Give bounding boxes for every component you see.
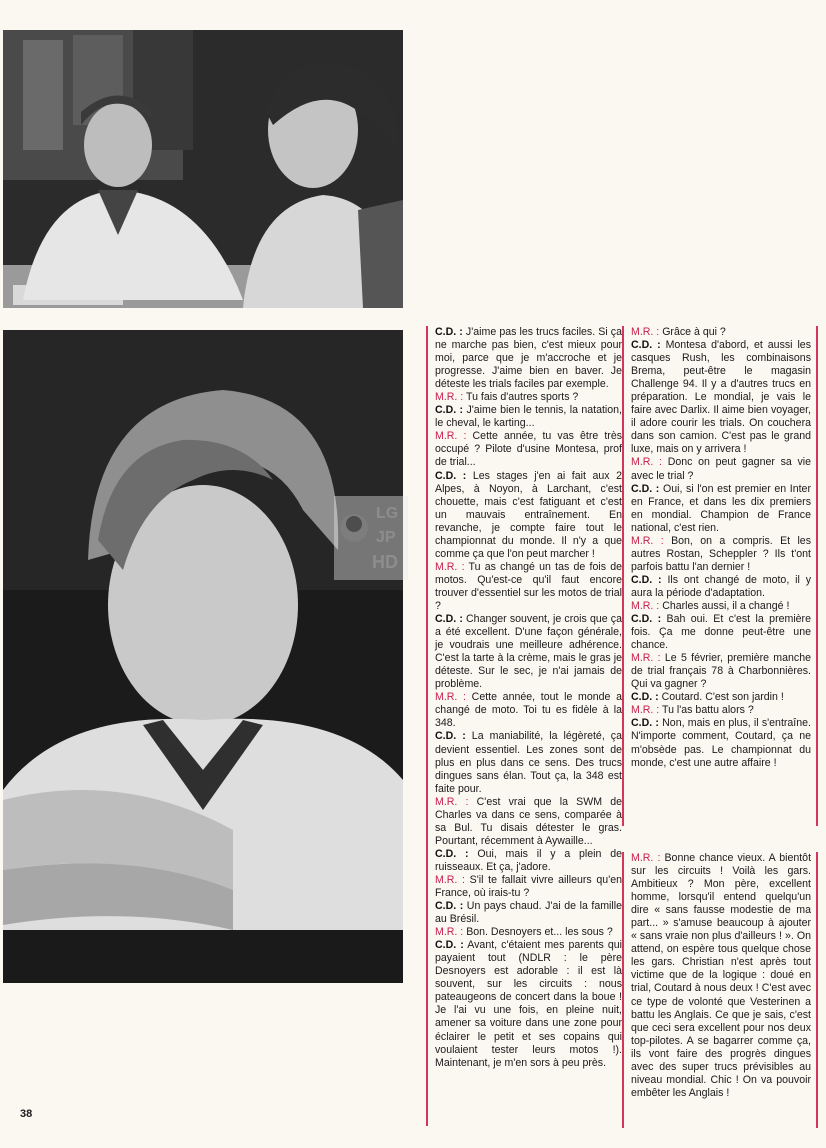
speaker-label: C.D. : <box>435 900 464 913</box>
interview-text: Grâce à qui ? <box>659 326 726 338</box>
photo-portrait-main-image <box>3 330 403 983</box>
interview-text: Bon. Desnoyers et... les sous ? <box>463 926 613 939</box>
speaker-label: C.D. : <box>435 847 469 860</box>
interview-text: Cette année, tu vas être très occupé ? Pilote d'usine Montesa, prof de trial... <box>435 430 623 469</box>
speaker-label: C.D. : <box>631 613 662 626</box>
interview-paragraph <box>435 561 622 613</box>
photo-interview-top <box>3 30 403 308</box>
interview-text: J'aime bien le tennis, la natation, le cheval, le karting... <box>435 404 622 430</box>
interview-paragraph <box>631 339 811 456</box>
watermark-text-2: JP <box>376 529 396 546</box>
watermark-text-3: HD <box>372 552 398 572</box>
speaker-label: C.D. : <box>435 730 466 743</box>
interview-text: C'est vrai que la SWM de Charles va dans ce sens, comparée à sa Bul. Tu disais détester le gras. Pourtant, récemment à Aywaille... <box>435 795 622 847</box>
article-column-right <box>622 326 818 826</box>
speaker-label: C.D. : <box>631 482 660 495</box>
interview-paragraph <box>435 391 622 404</box>
interview-paragraph <box>631 456 811 482</box>
interview-paragraph <box>631 600 811 613</box>
interview-paragraph <box>435 404 622 430</box>
interview-paragraph <box>631 691 811 704</box>
speaker-label: C.D. : <box>435 613 463 626</box>
interview-text: Cette année, tout le monde a changé de moto. Toi tu es fidèle à la 348. <box>435 691 623 730</box>
interview-paragraph <box>631 717 811 769</box>
interview-paragraph <box>631 652 811 691</box>
speaker-label: C.D. : <box>631 717 659 730</box>
interview-paragraph <box>631 613 811 652</box>
interview-text: Bonne chance vieux. A bientôt sur les circuits ! Voilà les gars. Ambitieux ? Mon père, excellent homme, lorsqu'il entend quelqu'un dire « sans fausse modestie de ma part... » s'amuse beaucoup à ajouter « sans vraie non plus d'ailleurs ! ». On attend, on espère tous quelque chose les gars. Christian n'est après tout victime que de la logique : doué en trial, Coutard à nous deux ! C'est avec ce type de volonté que Vesterinen a battu les Anglais. Ce que je sais, c'est que ceci sera excellent pour nos deux top-pilotes. A se bagarrer comme ça, ils vont faire des progrès dingues avec des super trucs prévisibles au niveau mondial. Chic ! On va pouvoir embêter les Anglais ! <box>631 852 812 1099</box>
interview-paragraph <box>435 796 622 848</box>
photo-portrait-main <box>3 330 403 983</box>
interview-text: Non, mais en plus, il s'entraîne. N'importe comment, Coutard, ça ne m'obsède pas. Le championnat du monde, c'est une autre affaire ! <box>631 717 811 769</box>
interview-text: S'il te fallait vivre ailleurs qu'en France, où irais-tu ? <box>435 873 622 900</box>
interview-paragraph <box>435 900 622 926</box>
speaker-label: M.R. : <box>631 599 660 612</box>
interview-text: Tu as changé un tas de fois de motos. Qu'est-ce qu'il faut encore trouver d'essentiel sur les motos de trial ? <box>435 560 622 612</box>
speaker-label: C.D. : <box>435 939 464 952</box>
speaker-label: M.R. : <box>631 704 660 717</box>
interview-paragraph <box>435 430 622 469</box>
interview-text: Donc on peut gagner sa vie avec le trial ? <box>631 456 811 482</box>
interview-text: La maniabilité, la légèreté, ça devient essentiel. Les zones sont de plus en plus dans ce sens. Des trucs dingues sans élan. Tout ça, la 348 est faite pour. <box>435 730 622 795</box>
interview-paragraph <box>435 470 622 561</box>
interview-paragraph <box>631 535 811 574</box>
interview-text: Oui, mais il y a plein de ruisseaux. Et ça, j'adore. <box>435 847 622 873</box>
interview-text: Tu fais d'autres sports ? <box>463 391 579 404</box>
interview-paragraph <box>631 852 811 1100</box>
speaker-label: M.R. : <box>435 391 464 404</box>
watermark-logo <box>334 496 408 580</box>
photo-interview-top-image <box>3 30 403 308</box>
watermark-text-1: LG <box>376 505 399 522</box>
interview-paragraph <box>435 326 622 391</box>
interview-paragraph <box>435 691 622 730</box>
speaker-label: C.D. : <box>631 691 659 704</box>
interview-paragraph <box>631 326 811 339</box>
interview-text: Bah oui. Et c'est la première fois. Ça me donne peut-être une chance. <box>631 613 811 652</box>
speaker-label: C.D. : <box>435 469 467 482</box>
speaker-label: M.R. : <box>631 456 662 469</box>
interview-text: Tu l'as battu alors ? <box>659 704 754 717</box>
interview-paragraph <box>435 613 622 691</box>
interview-paragraph <box>435 874 622 900</box>
interview-paragraph <box>631 574 811 600</box>
speaker-label: M.R. : <box>631 326 660 338</box>
article-column-right-bottom <box>622 852 818 1128</box>
speaker-label: M.R. : <box>435 926 464 939</box>
interview-text: Charles aussi, il a changé ! <box>659 599 790 612</box>
interview-text: Avant, c'étaient mes parents qui payaient tout (NDLR : le père Desnoyers est adorable : il est là souvent, sur les circuits : nous pateaugeons de concert dans la boue ! Je l'ai vu une fois, en pleine nuit, amener sa voiture dans une zone pour éclairer le petit et ses copains qui voulaient tester leurs motos !). Maintenant, je m'en sors à peu près. <box>435 939 622 1069</box>
speaker-label: M.R. : <box>631 652 661 665</box>
speaker-label: M.R. : <box>631 534 664 547</box>
interview-text: Le 5 février, première manche de trial français 78 à Charbonnières. Qui va gagner ? <box>631 652 811 691</box>
speaker-label: M.R. : <box>435 795 469 808</box>
interview-text: Changer souvent, je crois que ça a été excellent. D'une façon générale, je voudrais une meilleure adhérence. C'est la tarte à la crème, mais le gras je déteste. Sur le sec, je n'ai jamais de problème. <box>435 613 622 691</box>
speaker-label: M.R. : <box>435 691 466 704</box>
speaker-label: C.D. : <box>435 326 463 338</box>
interview-text: Oui, si l'on est premier en Inter en France, et dans les dix premiers en mondial. Champion de France national, c'est rien. <box>631 482 811 534</box>
interview-paragraph <box>631 704 811 717</box>
speaker-label: M.R. : <box>435 430 467 443</box>
interview-paragraph <box>435 848 622 874</box>
article-column-left <box>426 326 622 1126</box>
interview-paragraph <box>631 483 811 535</box>
interview-text: Bon, on a compris. Et les autres Rostan, Scheppler ? Ils t'ont parfois battu l'an dernier ! <box>631 534 811 573</box>
interview-paragraph <box>435 730 622 795</box>
speaker-label: M.R. : <box>435 873 465 886</box>
interview-paragraph <box>435 926 622 939</box>
interview-text: Montesa d'abord, et aussi les casques Rush, les combinaisons Brema, peut-être le magasin Challenge 94. Il y a d'autres trucs en préparation. Le mondial, je vais le faire avec Darlix. Il aime bien voyager, il adore courir les trials. On couchera dans son camion. C'est pas le grand luxe, mais on y arrivera ! <box>631 339 811 456</box>
speaker-label: C.D. : <box>435 404 464 417</box>
speaker-label: M.R. : <box>435 560 465 573</box>
interview-text: J'aime pas les trucs faciles. Si ça ne marche pas bien, c'est mieux pour moi, parce que je m'accroche et je progresse. J'aime bien en baver. Je déteste les trials faciles par exemple. <box>435 326 622 391</box>
speaker-label: C.D. : <box>631 339 661 352</box>
interview-text: Coutard. C'est son jardin ! <box>658 691 784 704</box>
interview-text: Les stages j'en ai fait aux 2 Alpes, à Noyon, à Larchant, c'est chouette, mais c'est fatiguant et c'est un mauvais entraînement. En revanche, je compte faire tout le championnat du monde. Il n'y a que comme ça que l'on peut marcher ! <box>435 469 622 560</box>
interview-text: Ils ont changé de moto, il y aura la période d'adaptation. <box>631 573 811 599</box>
page-number: 38 <box>20 1108 33 1120</box>
interview-paragraph <box>435 939 622 1069</box>
speaker-label: M.R. : <box>631 852 661 864</box>
speaker-label: C.D. : <box>631 573 662 586</box>
interview-text: Un pays chaud. J'ai de la famille au Brésil. <box>435 900 622 926</box>
